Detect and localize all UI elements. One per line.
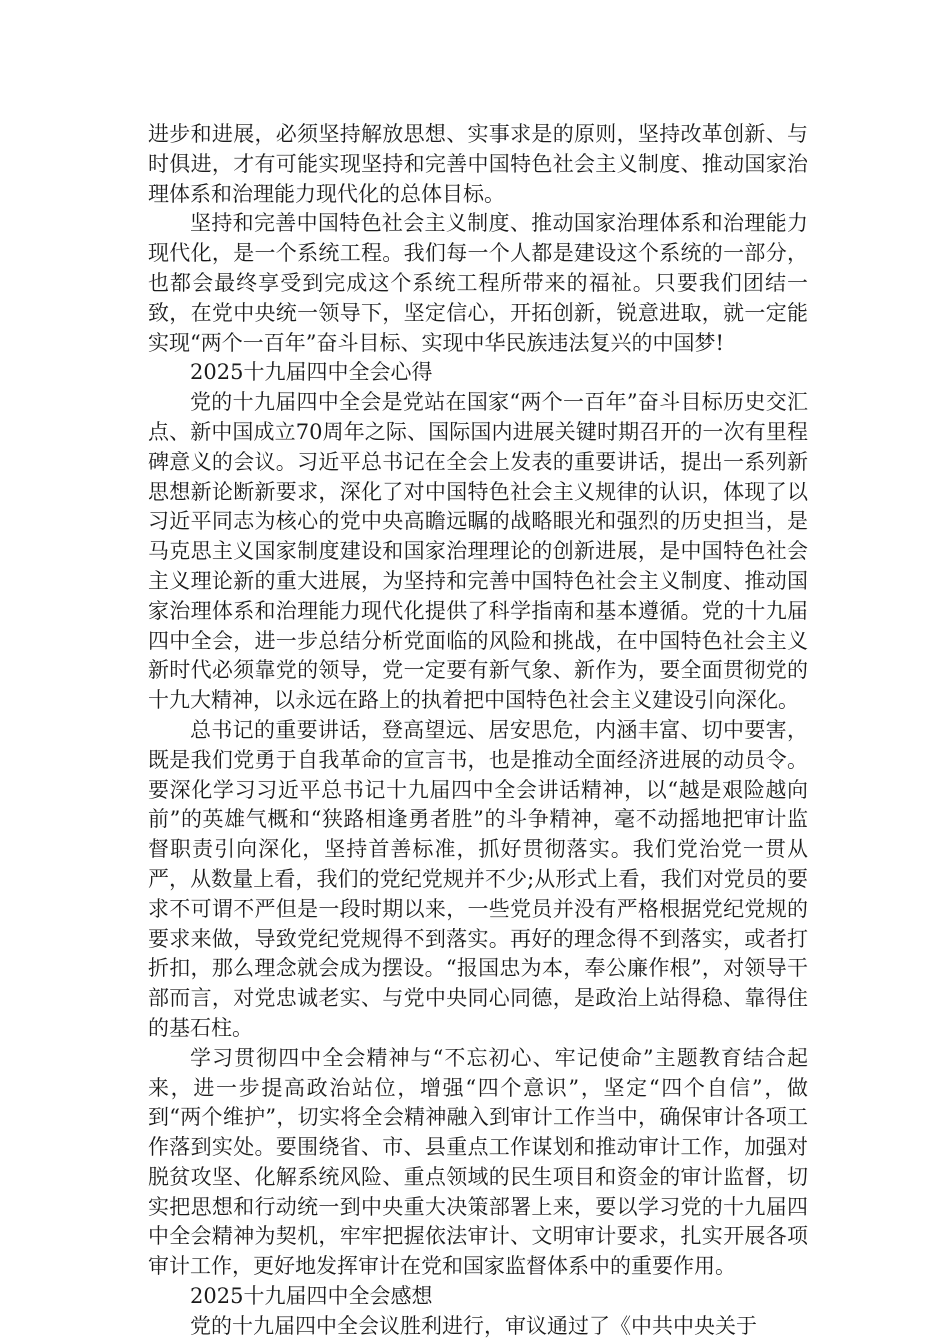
paragraph-plenum-review: 党的十九届四中全会议胜利进行，审议通过了《中共中央关于 — [190, 1313, 757, 1338]
section-heading-ganxiang: 2025十九届四中全会感想 — [190, 1284, 433, 1309]
paragraph-speech: 总书记的重要讲话，登高望远、居安思危，内涵丰富、切中要害，既是我们党勇于自我革命的宣言书，也是推动全面经济进展的动员令。要深化学习习近平总书记十九届四中全会讲话精神，以“越是艰险越向前”的英雄气概和“狭路相逢勇者胜”的斗争精神，毫不动摇地把审计监督职责引向深化，坚持首善标准，抓好贯彻落实。我们党治党一贯从严，从数量上看，我们的党纪党规并不少;从形式上看，我们对党员的要求不可谓不严但是一段时期以来，一些党员并没有严格根据党纪党规的要求来做，导致党纪党规得不到落实。再好的理念得不到落实，或者打折扣，那么理念就会成为摆设。“报国忠为本，奉公廉作根”，对领导干部而言，对党忠诚老实、与党中央同心同德，是政治上站得稳、靠得住的基石柱。 — [148, 717, 808, 1040]
paragraph-system-engineering: 坚持和完善中国特色社会主义制度、推动国家治理体系和治理能力现代化，是一个系统工程。我们每一个人都是建设这个系统的一部分，也都会最终享受到完成这个系统工程所带来的福祉。只要我们团结一致，在党中央统一领导下，坚定信心，开拓创新，锐意进取，就一定能实现“两个一百年”奋斗目标、实现中华民族违法复兴的中国梦! — [148, 211, 808, 355]
paragraph-continuation: 进步和进展，必须坚持解放思想、实事求是的原则，坚持改革创新、与时俱进，才有可能实现坚持和完善中国特色社会主义制度、推动国家治理体系和治理能力现代化的总体目标。 — [148, 122, 808, 206]
section-heading-xinde: 2025十九届四中全会心得 — [190, 360, 433, 385]
paragraph-plenum-significance: 党的十九届四中全会是党站在国家“两个一百年”奋斗目标历史交汇点、新中国成立70周年之际、国际国内进展关键时期召开的一次有里程碑意义的会议。习近平总书记在全会上发表的重要讲话，提出一系列新思想新论断新要求，深化了对中国特色社会主义规律的认识，体现了以习近平同志为核心的党中央高瞻远瞩的战略眼光和强烈的历史担当，是马克思主义国家制度建设和国家治理理论的创新进展，是中国特色社会主义理论新的重大进展，为坚持和完善中国特色社会主义制度、推动国家治理体系和治理能力现代化提供了科学指南和基本遵循。党的十九届四中全会，进一步总结分析党面临的风险和挑战，在中国特色社会主义新时代必须靠党的领导，党一定要有新气象、新作为，要全面贯彻党的十九大精神，以永远在路上的执着把中国特色社会主义建设引向深化。 — [148, 390, 808, 713]
document-body — [148, 120, 808, 1342]
paragraph-audit-work: 学习贯彻四中全会精神与“不忘初心、牢记使命”主题教育结合起来，进一步提高政治站位，增强“四个意识”，坚定“四个自信”，做到“两个维护”，切实将全会精神融入到审计工作当中，确保审计各项工作落到实处。要围绕省、市、县重点工作谋划和推动审计工作，加强对脱贫攻坚、化解系统风险、重点领域的民生项目和资金的审计监督，切实把思想和行动统一到中央重大决策部署上来，要以学习党的十九届四中全会精神为契机，牢牢把握依法审计、文明审计要求，扎实开展各项审计工作，更好地发挥审计在党和国家监督体系中的重要作用。 — [148, 1045, 808, 1279]
